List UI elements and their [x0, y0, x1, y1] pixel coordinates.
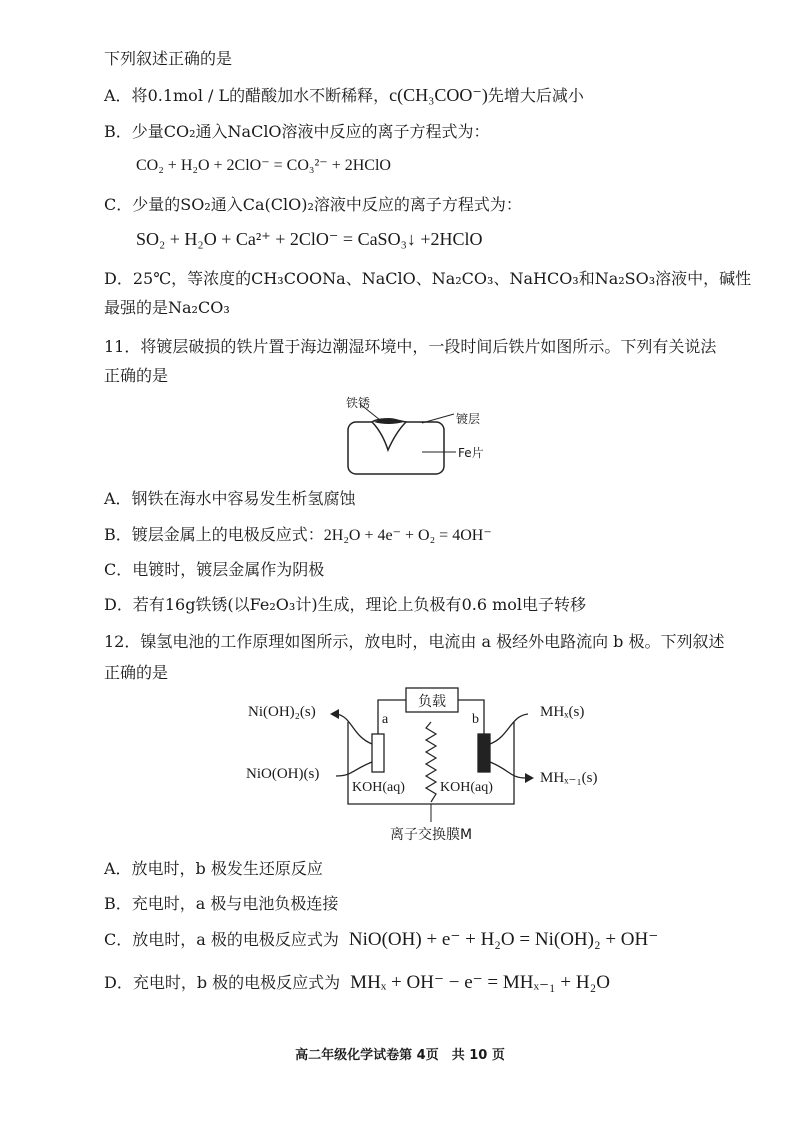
- ion-exchange-membrane: [426, 722, 436, 802]
- label-niooh: NiO(OH)(s): [246, 766, 320, 782]
- label-rust: 铁锈: [346, 396, 371, 410]
- left-arrowhead: [330, 709, 339, 719]
- q11-option-d: [104, 594, 586, 616]
- q12-option-d: [104, 972, 610, 994]
- q12-figure: [240, 686, 620, 846]
- q11-option-b: [104, 524, 492, 547]
- label-fe-plate: Fe片: [458, 446, 484, 460]
- left-arc-bottom: [336, 762, 372, 776]
- right-arc-top: [490, 714, 528, 744]
- label-mhx: MHₓ(s): [540, 704, 585, 720]
- q12-c-equation: NiO(OH) + e⁻ + H₂O = Ni(OH)₂ + OH⁻: [348, 929, 659, 950]
- label-electrode-b: b: [472, 712, 479, 727]
- label-load: 负载: [418, 694, 446, 710]
- label-nioh2: Ni(OH)₂(s): [248, 704, 316, 720]
- left-arc-top: [336, 714, 372, 744]
- q11-figure: [336, 392, 506, 482]
- q11-d-suffix: 电子转移: [522, 595, 587, 614]
- page-footer: 高二年级化学试卷第 4页 共 10 页: [295, 1048, 505, 1063]
- q12-stem-line1: 12．镍氢电池的工作原理如图所示，放电时，电流由 a 极经外电路流向 b 极。下列叙述: [104, 632, 725, 651]
- q12-c-text: C．放电时，a 极的电极反应式为: [104, 930, 339, 949]
- label-coating: 镀层: [456, 412, 481, 426]
- right-arc-bottom: [490, 762, 526, 778]
- q10-option-a: [104, 84, 584, 107]
- q11-stem-line1: 11．将镀层破损的铁片置于海边潮湿环境中，一段时间后铁片如图所示。下列有关说法: [104, 337, 717, 356]
- q10-a-text: 的醋酸加水不断稀释，: [229, 86, 390, 105]
- label-membrane: 离子交换膜M: [390, 827, 473, 843]
- q11-b-equation: 2H₂O + 4e⁻ + O₂ = 4OH⁻: [323, 527, 492, 544]
- q12-option-b: B．充电时，a 极与电池负极连接: [104, 894, 339, 913]
- q10-stem: 下列叙述正确的是: [104, 49, 233, 68]
- electrode-b: [478, 734, 490, 772]
- q10-option-c: C．少量的SO₂通入Ca(ClO)₂溶液中反应的离子方程式为：: [104, 195, 522, 214]
- wire-b: [458, 700, 484, 734]
- q11-d-prefix: D．若有16g铁锈(以Fe₂O₃计)生成，理论上负极有: [104, 595, 462, 614]
- electrode-a: [372, 734, 384, 772]
- q10-option-b: B．少量CO₂通入NaClO溶液中反应的离子方程式为：: [104, 122, 490, 141]
- label-mhx-1: MHₓ₋₁(s): [540, 770, 598, 786]
- q10-a-expr: c(CH₃COO⁻): [389, 85, 488, 105]
- q10-c-equation: SO₂ + H₂O + Ca²⁺ + 2ClO⁻ = CaSO₃↓ +2HClO: [136, 229, 483, 249]
- label-koh-left: KOH(aq): [352, 780, 405, 795]
- q10-option-d-line2: 最强的是Na₂CO₃: [104, 298, 230, 317]
- label-electrode-a: a: [382, 712, 389, 727]
- q11-b-text: B．镀层金属上的电极反应式：: [104, 525, 324, 544]
- q12-d-equation: MHₓ + OH⁻ − e⁻ = MHₓ₋₁ + H₂O: [350, 972, 610, 993]
- q10-a-suffix: 先增大后减小: [487, 86, 584, 105]
- q12-option-c: [104, 929, 658, 951]
- right-arrowhead: [525, 773, 534, 783]
- q11-option-c: C．电镀时，镀层金属作为阴极: [104, 560, 325, 579]
- q10-b-equation: CO₂ + H₂O + 2ClO⁻ = CO₃²⁻ + 2HClO: [136, 157, 391, 174]
- q11-d-value: 0.6 mol: [461, 595, 523, 614]
- q10-a-prefix: A．将: [104, 86, 148, 105]
- q12-d-text: D．充电时，b 极的电极反应式为: [104, 973, 341, 992]
- q11-stem-line2: 正确的是: [104, 366, 169, 385]
- q10-option-d-line1: D．25℃，等浓度的CH₃COONa、NaClO、Na₂CO₃、NaHCO₃和Na₂SO₃溶液中，碱性: [104, 269, 752, 288]
- q12-option-a: A．放电时，b 极发生还原反应: [104, 859, 323, 878]
- q11-option-a: A．钢铁在海水中容易发生析氢腐蚀: [104, 489, 356, 508]
- label-koh-right: KOH(aq): [440, 780, 493, 795]
- q12-stem-line2: 正确的是: [104, 663, 169, 682]
- q10-a-conc: 0.1mol / L: [147, 86, 230, 105]
